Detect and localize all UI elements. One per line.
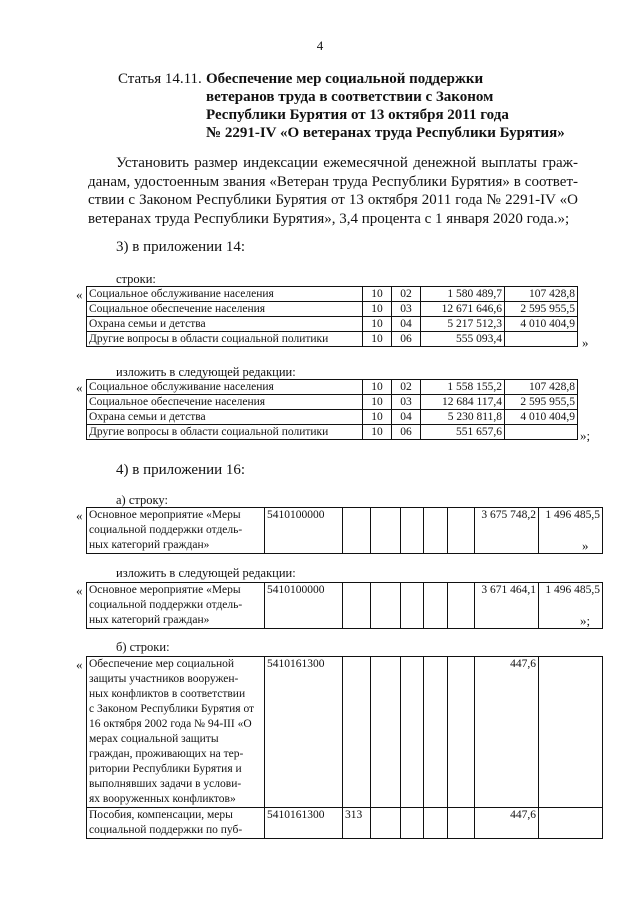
cell-empty bbox=[401, 657, 424, 808]
cell-kind: 313 bbox=[343, 808, 371, 839]
cell-amount-2: 107 428,8 bbox=[505, 380, 578, 395]
cell-subsection: 04 bbox=[392, 317, 421, 332]
table-row bbox=[87, 287, 578, 302]
rows-label: строки: bbox=[116, 272, 156, 286]
cell-line: 16 октября 2002 года № 94-III «О bbox=[89, 718, 252, 730]
table-row bbox=[87, 332, 578, 347]
open-quote: « bbox=[76, 508, 83, 523]
cell-name: Охрана семьи и детства bbox=[87, 317, 363, 332]
cell-name: Охрана семьи и детства bbox=[87, 410, 363, 425]
cell-subsection: 02 bbox=[392, 287, 421, 302]
paragraph-line: Установить размер индексации ежемесячной денежной выплаты граж- bbox=[116, 155, 578, 171]
section-4-heading: 4) в приложении 16: bbox=[116, 462, 246, 478]
cell-name bbox=[87, 808, 265, 839]
table-14-old bbox=[86, 286, 578, 347]
article-title-line: Республики Бурятия от 13 октября 2011 года bbox=[206, 107, 509, 123]
cell-empty bbox=[371, 583, 401, 629]
table-row bbox=[87, 395, 578, 410]
cell-name bbox=[87, 508, 265, 554]
cell-section: 10 bbox=[363, 425, 392, 440]
cell-line: ях вооруженных конфликтов» bbox=[89, 793, 236, 805]
table-row bbox=[87, 808, 603, 839]
cell-empty bbox=[448, 657, 475, 808]
cell-subsection: 06 bbox=[392, 332, 421, 347]
cell-empty bbox=[539, 657, 603, 808]
cell-line: выполнявших задачи в услови- bbox=[89, 778, 242, 790]
cell-line: Основное мероприятие «Меры bbox=[89, 584, 241, 596]
cell-empty bbox=[424, 583, 448, 629]
table-row bbox=[87, 317, 578, 332]
cell-subsection: 04 bbox=[392, 410, 421, 425]
cell-amount-2 bbox=[505, 332, 578, 347]
cell-amount: 1 580 489,7 bbox=[421, 287, 505, 302]
cell-line: ных конфликтов в соответствии bbox=[89, 688, 246, 700]
table-16b bbox=[86, 656, 603, 839]
paragraph-line: данам, удостоенным звания «Ветеран труда Республики Бурятия» в соответ- bbox=[88, 173, 578, 190]
table-row bbox=[87, 425, 578, 440]
cell-amount-2: 2 595 955,5 bbox=[505, 302, 578, 317]
cell-section: 10 bbox=[363, 302, 392, 317]
cell-subsection: 03 bbox=[392, 302, 421, 317]
cell-amount-2: 4 010 404,9 bbox=[505, 410, 578, 425]
cell-empty bbox=[371, 808, 401, 839]
cell-line: ритории Республики Бурятия и bbox=[89, 763, 242, 775]
close-quote-semicolon: »; bbox=[580, 428, 591, 443]
cell-amount-2: 107 428,8 bbox=[505, 287, 578, 302]
open-quote: « bbox=[76, 657, 83, 672]
cell-name: Социальное обеспечение населения bbox=[87, 302, 363, 317]
table-row bbox=[87, 508, 603, 554]
cell-subsection: 02 bbox=[392, 380, 421, 395]
cell-code: 5410161300 bbox=[265, 808, 343, 839]
article-title-line: Обеспечение мер социальной поддержки bbox=[206, 71, 484, 87]
edition-label: изложить в следующей редакции: bbox=[116, 365, 296, 379]
cell-amount: 3 671 464,1 bbox=[475, 583, 539, 629]
cell-empty bbox=[539, 808, 603, 839]
cell-line: ных категорий граждан» bbox=[89, 539, 210, 551]
edition-label-2: изложить в следующей редакции: bbox=[116, 566, 296, 580]
article-title-line: ветеранов труда в соответствии с Законом bbox=[206, 89, 494, 105]
cell-empty bbox=[343, 657, 371, 808]
cell-code: 5410100000 bbox=[265, 508, 343, 554]
cell-name: Другие вопросы в области социальной политики bbox=[87, 332, 363, 347]
cell-section: 10 bbox=[363, 395, 392, 410]
table-row bbox=[87, 380, 578, 395]
cell-subsection: 03 bbox=[392, 395, 421, 410]
cell-line: мерах социальной защиты bbox=[89, 733, 219, 745]
cell-amount-2: 1 496 485,5 bbox=[539, 583, 603, 629]
paragraph-line: ветеранах труда Республики Бурятия», 3,4 процента с 1 января 2020 года.»; bbox=[88, 210, 570, 227]
cell-empty bbox=[401, 508, 424, 554]
cell-amount: 12 671 646,6 bbox=[421, 302, 505, 317]
indexation-paragraph bbox=[88, 154, 578, 228]
cell-amount-2: 4 010 404,9 bbox=[505, 317, 578, 332]
article-title bbox=[206, 70, 606, 142]
open-quote: « bbox=[76, 380, 83, 395]
paragraph-line: ствии с Законом Республики Бурятия от 13 октября 2011 года № 2291-IV «О bbox=[88, 192, 578, 208]
article-title-line: № 2291-IV «О ветеранах труда Республики Бурятия» bbox=[206, 125, 565, 141]
cell-line: ных категорий граждан» bbox=[89, 614, 210, 626]
cell-subsection: 06 bbox=[392, 425, 421, 440]
cell-name bbox=[87, 583, 265, 629]
cell-amount: 447,6 bbox=[475, 808, 539, 839]
table-14-new bbox=[86, 379, 578, 440]
cell-amount-2: 2 595 955,5 bbox=[505, 395, 578, 410]
cell-empty bbox=[401, 583, 424, 629]
cell-line: с Законом Республики Бурятия от bbox=[89, 703, 255, 715]
cell-amount: 1 558 155,2 bbox=[421, 380, 505, 395]
cell-empty bbox=[448, 808, 475, 839]
cell-empty bbox=[343, 583, 371, 629]
cell-empty bbox=[448, 508, 475, 554]
cell-line: Обеспечение мер социальной bbox=[89, 658, 235, 670]
table-row bbox=[87, 657, 603, 808]
cell-name: Социальное обслуживание населения bbox=[87, 287, 363, 302]
cell-amount: 12 684 117,4 bbox=[421, 395, 505, 410]
table-16a-new bbox=[86, 582, 603, 629]
cell-amount: 551 657,6 bbox=[421, 425, 505, 440]
table-row bbox=[87, 583, 603, 629]
cell-section: 10 bbox=[363, 380, 392, 395]
cell-line: социальной поддержки отдель- bbox=[89, 599, 243, 611]
cell-line: социальной поддержки отдель- bbox=[89, 524, 243, 536]
cell-section: 10 bbox=[363, 332, 392, 347]
cell-amount: 3 675 748,2 bbox=[475, 508, 539, 554]
table-row bbox=[87, 302, 578, 317]
cell-name: Социальное обслуживание населения bbox=[87, 380, 363, 395]
cell-empty bbox=[424, 508, 448, 554]
open-quote: « bbox=[76, 583, 83, 598]
cell-empty bbox=[401, 808, 424, 839]
cell-amount: 5 230 811,8 bbox=[421, 410, 505, 425]
cell-code: 5410100000 bbox=[265, 583, 343, 629]
cell-empty bbox=[343, 508, 371, 554]
cell-empty bbox=[424, 808, 448, 839]
open-quote: « bbox=[76, 287, 83, 302]
a-label: а) строку: bbox=[116, 493, 168, 507]
page-number: 4 bbox=[316, 38, 324, 53]
cell-amount: 447,6 bbox=[475, 657, 539, 808]
cell-empty bbox=[424, 657, 448, 808]
cell-line: социальной поддержки по пуб- bbox=[89, 824, 243, 836]
cell-amount: 555 093,4 bbox=[421, 332, 505, 347]
cell-empty bbox=[371, 508, 401, 554]
cell-name: Социальное обеспечение населения bbox=[87, 395, 363, 410]
cell-empty bbox=[371, 657, 401, 808]
cell-amount-2 bbox=[505, 425, 578, 440]
cell-section: 10 bbox=[363, 410, 392, 425]
cell-code: 5410161300 bbox=[265, 657, 343, 808]
section-3-heading: 3) в приложении 14: bbox=[116, 239, 246, 255]
cell-section: 10 bbox=[363, 287, 392, 302]
cell-line: Пособия, компенсации, меры bbox=[89, 809, 233, 821]
b-label: б) строки: bbox=[116, 640, 170, 654]
cell-name bbox=[87, 657, 265, 808]
table-row bbox=[87, 410, 578, 425]
cell-line: Основное мероприятие «Меры bbox=[89, 509, 241, 521]
cell-section: 10 bbox=[363, 317, 392, 332]
cell-name: Другие вопросы в области социальной политики bbox=[87, 425, 363, 440]
close-quote: » bbox=[582, 335, 589, 350]
table-16a-old bbox=[86, 507, 603, 554]
cell-line: защиты участников вооружен- bbox=[89, 673, 239, 685]
cell-empty bbox=[448, 583, 475, 629]
cell-amount: 5 217 512,3 bbox=[421, 317, 505, 332]
article-label: Статья 14.11. bbox=[118, 71, 202, 87]
close-quote: » bbox=[582, 538, 589, 553]
cell-line: граждан, проживающих на тер- bbox=[89, 748, 244, 760]
cell-amount-2: 1 496 485,5 bbox=[539, 508, 603, 554]
close-quote-semicolon: »; bbox=[580, 613, 591, 628]
